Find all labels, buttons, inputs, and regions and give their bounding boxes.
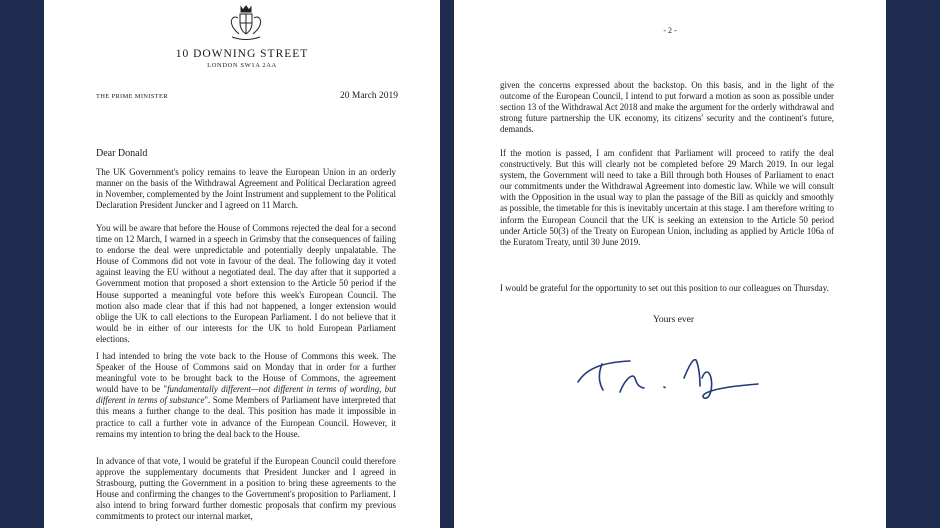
paragraph: If the motion is passed, I am confident that Parliament will proceed to ratify the deal constructively. But this will clearly not be completed before 29 March 2019. In our legal system, the Government will need to take a Bill through both Houses of Parliament to enact our commitments under the Withdrawal Agreement into domestic law. While we will consult with the Opposition in the usual way to plan the passage of the Bill as quickly and smoothly as possible, the timetable for this is inevitably uncertain at this stage. I am therefore writing to inform the European Council that the UK is seeking an extension to the Article 50 period under Article 50(3) of the Treaty on European Union, including as applied by Article 106a of the Euratom Treaty, until 30 June 2019. xyxy=(500,148,834,247)
paragraph: given the concerns expressed about the backstop. On this basis, and in the light of the outcome of the European Council, I intend to put forward a motion as soon as possible under section 13 of the Withdrawal Act 2018 and make the argument for the orderly withdrawal and strong future partnership the UK economy, its citizens' security and the continent's future, demands. xyxy=(500,80,834,135)
paragraph xyxy=(96,351,396,440)
paragraph-text: I had intended to bring the vote back to the House of Commons this week. The Speaker of the House of Commons said on Monday that in order for a further meaningful vote to be brought back to the House of Commons, the agreement would have to be " xyxy=(96,351,396,395)
closing: Yours ever xyxy=(653,315,694,325)
paragraph: The UK Government's policy remains to leave the European Union in an orderly manner on the basis of the Withdrawal Agreement and Political Declaration agreed in November, complemented by the Joint Instrument and supplement to the Political Declaration President Juncker and I agreed on 11 March. xyxy=(96,167,396,211)
letter-date: 20 March 2019 xyxy=(340,91,399,101)
letter-page-2 xyxy=(454,0,886,528)
signature-icon xyxy=(572,348,768,402)
speaker-quote: fundamentally different—not different in terms of wording, but different in terms of substance xyxy=(96,384,397,406)
paragraph-text: ". Some Members of Parliament have interpreted that this means a further change to the deal. This position has made it impossible in practice to call a further vote in advance of the European Council. However, it remains my intention to bring the deal back to the House. xyxy=(96,395,396,439)
letterhead-address: LONDON SW1A 2AA xyxy=(207,62,277,69)
salutation: Dear Donald xyxy=(96,148,148,159)
paragraph: I would be grateful for the opportunity to set out this position to our colleagues on Thursday. xyxy=(500,283,829,293)
paragraph: In advance of that vote, I would be grateful if the European Council could therefore approve the supplementary documents that President Juncker and I agreed in Strasbourg, putting the Government in a position to bring these agreements to the House and confirming the changes to the Government's proposition to Parliament. I also intend to bring forward further domestic proposals that confirm my previous commitments to protect our internal market, xyxy=(96,456,396,522)
letterhead-title: 10 DOWNING STREET xyxy=(175,48,309,60)
page-number: - 2 - xyxy=(663,26,677,35)
paragraph: You will be aware that before the House of Commons rejected the deal for a second time on 12 March, I warned in a speech in Grimsby that the consequences of failing to endorse the deal were unpredictable and potentially deeply unpalatable. The House of Commons did not vote in favour of the deal. The following day it voted against leaving the EU without a negotiated deal. The day after that it supported a Government motion that proposed a short extension to the Article 50 period if the House supported a meaningful vote before this week's European Council. The motion also made clear that if this had not happened, a longer extension would oblige the UK to call elections to the European Parliament. I do not believe that it would be in either of our interests for the UK to hold European Parliament elections. xyxy=(96,223,396,344)
royal-coat-of-arms-icon xyxy=(226,4,266,42)
letter-page-1 xyxy=(44,0,440,528)
sender-office: THE PRIME MINISTER xyxy=(96,93,168,100)
